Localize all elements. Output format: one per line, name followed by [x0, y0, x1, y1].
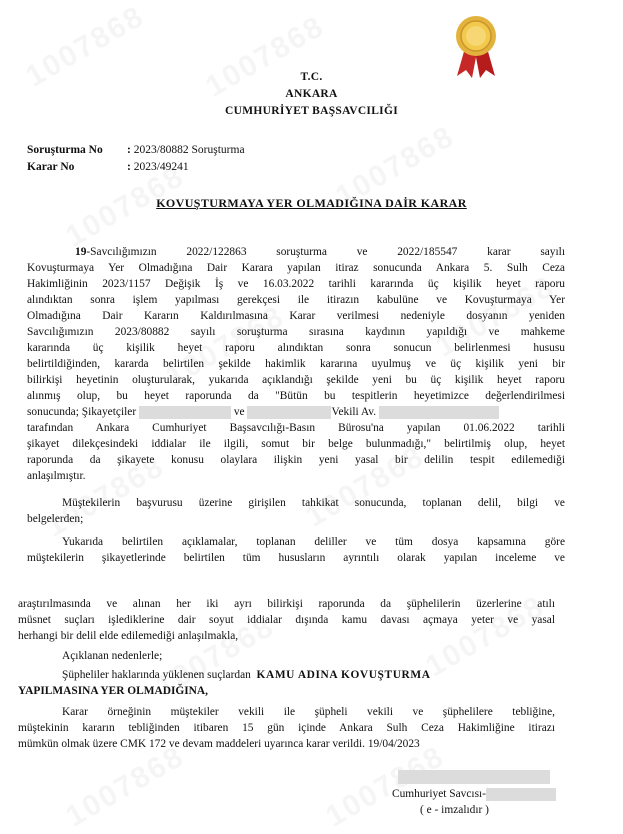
header-office: CUMHURİYET BAŞSAVCILIĞI [225, 105, 398, 117]
para4-line: müsnet suçları işlediklerine dair soyut iddialar dışında kamu davası açmaya yeter ve yasal [18, 614, 555, 626]
redacted-name [379, 406, 499, 419]
para1-line: bilirkişi heyetinin oluşturularak, yukarıda açıklandığı şekilde yeni bu üç kişilik heyet raporu [27, 374, 565, 386]
redacted-name [486, 788, 556, 801]
para7-line: mümkün olmak üzere CMK 172 ve devam maddeleri uyarınca karar verildi. 19/04/2023 [18, 738, 420, 750]
para6-line: YAPILMASINA YER OLMADIĞINA, [18, 685, 208, 697]
para2-line: Müştekilerin başvurusu üzerine girişilen tahkikat sonucunda, toplanan delil, bilgi ve [62, 497, 565, 509]
para1-line: şikayet dilekçesindeki iddialar ile ilgili, somut bir belge bulunmadığı," belirtilmiş olup, heyet [27, 438, 565, 450]
para1-line: belirtildiğinden, kararda belirtilen şekilde hakimlik kararına uyulmuş ve üç kişilik yeni bir [27, 358, 565, 370]
document-title: KOVUŞTURMAYA YER OLMADIĞINA DAİR KARAR [156, 196, 467, 210]
para1-line: anlaşılmıştır. [27, 470, 86, 482]
meta-sep: : [127, 144, 131, 156]
redacted-name [247, 406, 331, 419]
e-signature-note: ( e - imzalıdır ) [420, 804, 489, 816]
para4-line: herhangi bir delil elde edilemediği anlaşılmakla, [18, 630, 239, 642]
para3-line: müştekilerin şikayetlerinde belirtilen tüm hususların ayrıntılı olarak yapılan inceleme ve [27, 552, 565, 564]
meta-row-investigation [27, 144, 245, 156]
meta-label: Soruşturma No [27, 144, 103, 156]
para4-line: araştırılmasında ve alınan her iki ayrı bilirkişi raporunda da şüphelilerin üzerlerine atılı [18, 598, 555, 610]
para1-line: Savcılığımızın 2023/80882 sayılı soruşturma sırasına kaydının yapıldığı ve mahkeme [27, 326, 565, 338]
header-tc: T.C. [300, 71, 323, 83]
meta-row-decision [27, 161, 189, 173]
header-city: ANKARA [285, 88, 338, 100]
para5-line: Açıklanan nedenlerle; [62, 650, 163, 662]
para1-line: alındıktan sonra işlem yapılması gerekçesi ile itirazın kabulüne ve Kovuşturmaya Yer [27, 294, 565, 306]
meta-label: Karar No [27, 161, 75, 173]
para1-line: tarafından Ankara Cumhuriyet Başsavcılığı-Basın Bürosu'na yapılan 01.06.2022 tarihli [27, 422, 565, 434]
para6-line: Şüpheliler haklarında yüklenen suçlardan KAMU ADINA KOVUŞTURMA [62, 669, 431, 681]
para2-line: belgelerden; [27, 513, 84, 525]
para3-line: Yukarıda belirtilen açıklamalar, toplanan deliller ve tüm dosya kapsamına göre [62, 536, 565, 548]
para1-line: raporunda da şikayete konusu olaylara ilişkin yeni yasal bir delilin tespit edilemediği [27, 454, 565, 466]
para1-line: 19-Savcılığımızın 2022/122863 soruşturma ve 2022/185547 karar sayılı [75, 246, 565, 258]
para1-line: kararında üç kişilik heyet raporu alındıktan sonra sonucun belirlenmesi hususu [27, 342, 565, 354]
redacted-signer-name [398, 770, 550, 784]
para1-line: Hakimliğinin 2023/1157 Değişik İş ve 16.03.2022 tarihli kararında üç kişilik heyet raporu [27, 278, 565, 290]
para1-line: Olmadığına Dair Kararın Kaldırılmasına Karar verilmesi nedeniyle dosyanın yeniden [27, 310, 565, 322]
para1-line: alınmış olup, bu heyet raporunda da "Bütün bu tespitlerin heyetimizce değerlendirilmesi [27, 390, 565, 402]
meta-value: 2023/49241 [133, 161, 189, 173]
para7-line: müştekinin kararın tebliğinden itibaren 15 gün içinde Ankara Sulh Ceza Hakimliğine itirazı [18, 722, 555, 734]
para1-line-complainants: sonucunda; Şikayetçiler ve Vekili Av. [27, 404, 499, 420]
meta-sep: : [127, 161, 131, 173]
signature-title: Cumhuriyet Savcısı- [392, 786, 556, 802]
para7-line: Karar örneğinin müştekiler vekili ile şüpheli vekili ve şüphelilere tebliğine, [62, 706, 555, 718]
watermark [60, 740, 190, 834]
meta-value: 2023/80882 Soruşturma [133, 144, 245, 156]
redacted-name [139, 406, 231, 419]
para1-line: Kovuşturmaya Yer Olmadığına Dair Karara yapılan itiraz sonucunda Ankara 5. Sulh Ceza [27, 262, 565, 274]
